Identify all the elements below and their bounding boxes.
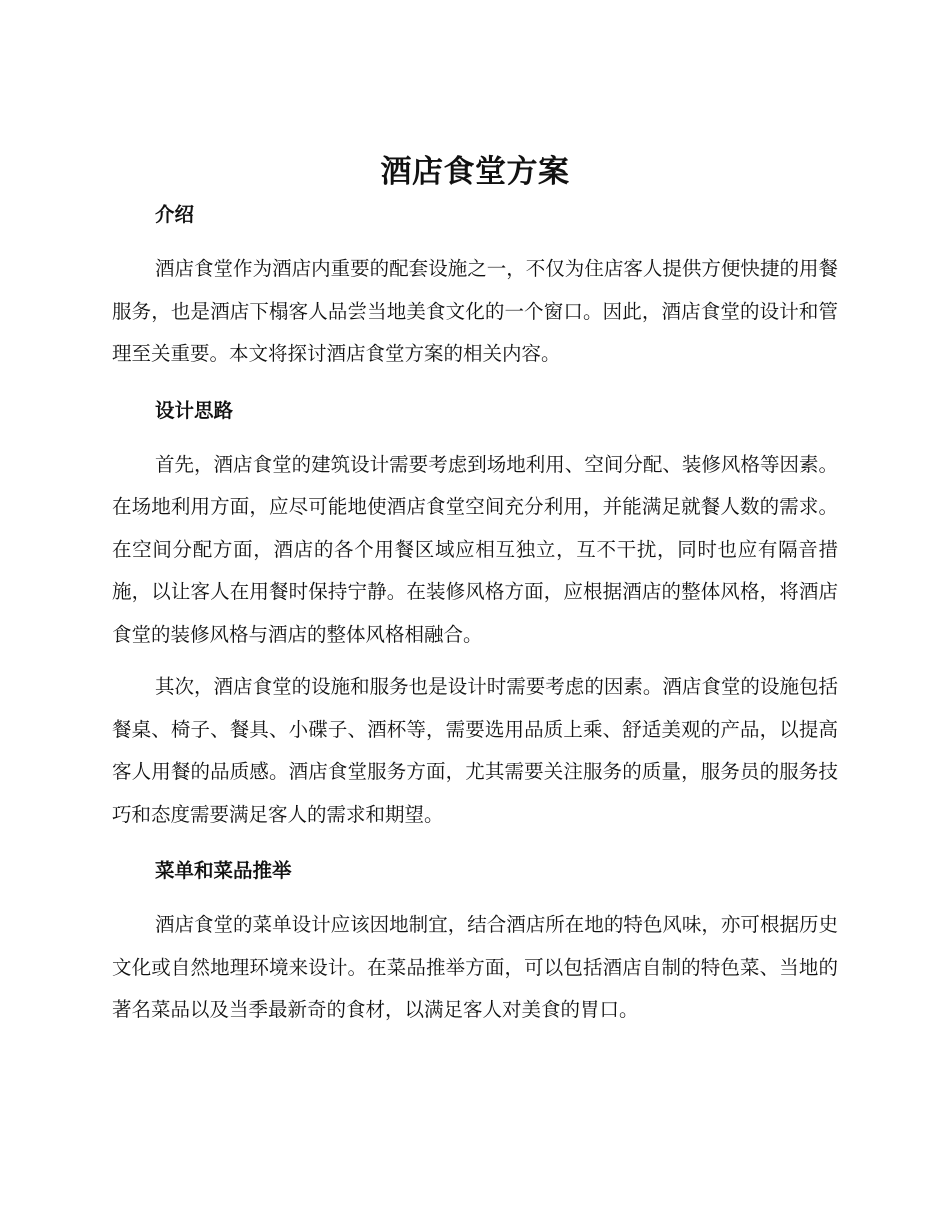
section-design-approach	[112, 396, 838, 837]
section-heading-menu: 菜单和菜品推举	[155, 859, 292, 882]
section-heading-design-approach: 设计思路	[155, 398, 234, 422]
paragraph-design-facilities: 其次，酒店食堂的设施和服务也是设计时需要考虑的因素。酒店食堂的设施包括餐桌、椅子、餐具、小碟子、酒杯等，需要选用品质上乘、舒适美观的产品，以提高客人用餐的品质感。酒店食堂服务方面，尤其需要关注服务的质量，服务员的服务技巧和态度需要满足客人的需求和期望。	[112, 675, 838, 826]
section-heading-introduction: 介绍	[155, 203, 195, 226]
paragraph-introduction: 酒店食堂作为酒店内重要的配套设施之一，不仅为住店客人提供方便快捷的用餐服务，也是酒店下榻客人品尝当地美食文化的一个窗口。因此，酒店食堂的设计和管理至关重要。本文将探讨酒店食堂方案的相关内容。	[112, 257, 838, 365]
section-introduction	[112, 200, 838, 376]
page-title: 酒店食堂方案	[380, 154, 570, 190]
paragraph-design-architecture: 首先，酒店食堂的建筑设计需要考虑到场地利用、空间分配、装修风格等因素。在场地利用方面，应尽可能地使酒店食堂空间充分利用，并能满足就餐人数的需求。在空间分配方面，酒店的各个用餐区域应相互独立，互不干扰，同时也应有隔音措施，以让客人在用餐时保持宁静。在装修风格方面，应根据酒店的整体风格，将酒店食堂的装修风格与酒店的整体风格相融合。	[112, 452, 838, 646]
section-menu	[112, 856, 838, 1032]
paragraph-menu: 酒店食堂的菜单设计应该因地制宜，结合酒店所在地的特色风味，亦可根据历史文化或自然地理环境来设计。在菜品推举方面，可以包括酒店自制的特色菜、当地的著名菜品以及当季最新奇的食材，以满足客人对美食的胃口。	[112, 913, 838, 1021]
